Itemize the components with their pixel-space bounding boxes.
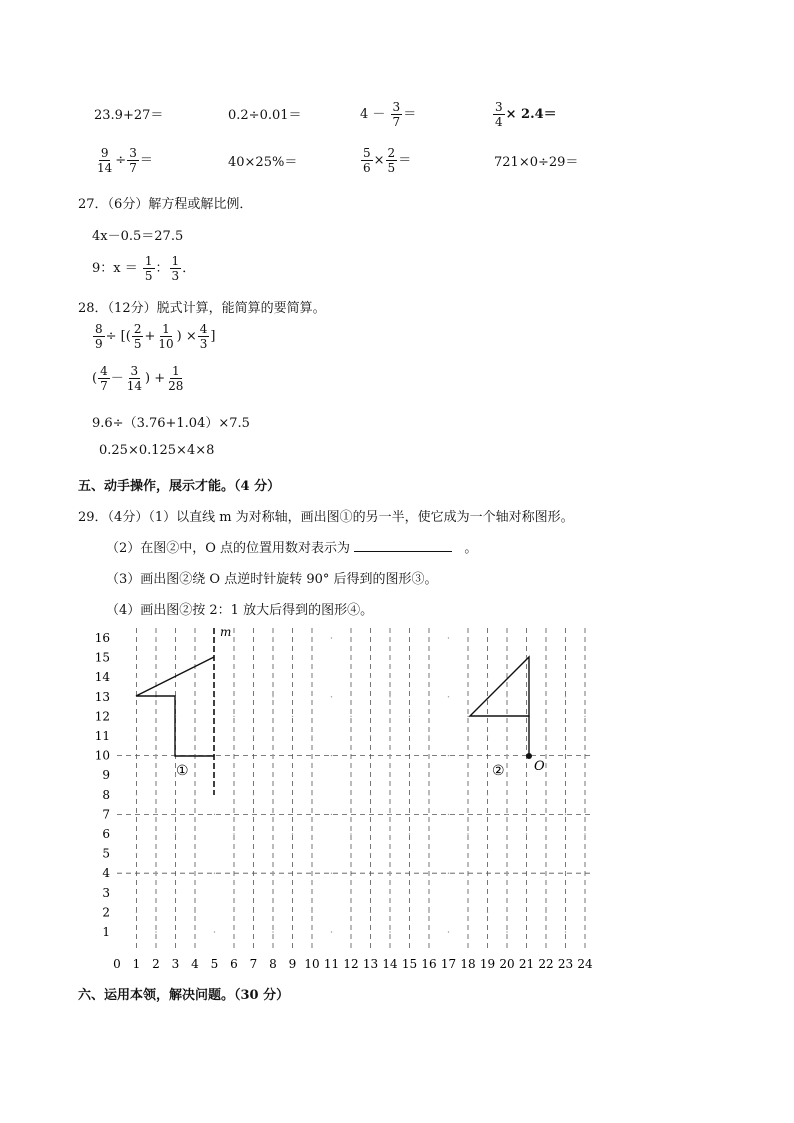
grid-dot	[155, 637, 156, 638]
grid-dot	[487, 912, 488, 913]
grid-dot	[136, 794, 137, 795]
q27-eq2: 9：x ＝ $\frac{1}{5}$ ： $\frac{1}{3}$ ．	[92, 254, 196, 283]
grid-dot	[194, 912, 195, 913]
grid-dot	[428, 912, 429, 913]
grid-dot	[272, 931, 273, 932]
figure-1-label: ①	[176, 763, 189, 779]
grid-dot	[389, 637, 390, 638]
calc-r1c1: 23.9+27＝	[94, 108, 164, 123]
y-tick-label: 7	[102, 807, 110, 822]
grid-dot	[331, 814, 332, 815]
grid-dot	[253, 735, 254, 736]
grid-dot	[448, 755, 449, 756]
grid-dot	[526, 892, 527, 893]
grid-dot	[272, 637, 273, 638]
grid-dot	[175, 657, 176, 658]
y-tick-label: 1	[102, 925, 110, 939]
grid-dot	[467, 716, 468, 717]
grid-dot	[253, 677, 254, 678]
grid-dot	[506, 814, 507, 815]
grid-dot	[448, 637, 449, 638]
axis-label-m: m	[220, 625, 232, 639]
grid-dot	[370, 912, 371, 913]
grid-dot	[467, 775, 468, 776]
q27-eq1: 4x－0.5＝27.5	[92, 229, 184, 244]
grid-dot	[409, 833, 410, 834]
grid-dot	[448, 696, 449, 697]
q29-line1: 29．（4分）（1）以直线 m 为对称轴，画出图①的另一半，使它成为一个轴对称图形。	[78, 510, 574, 525]
x-tick-label: 12	[343, 957, 359, 971]
coordinate-grid	[80, 620, 620, 972]
calc-r1c4: $\frac{3}{4}$ × 2.4＝	[495, 100, 557, 129]
point-O-label: O	[534, 759, 545, 774]
grid-dot	[233, 892, 234, 893]
grid-dot	[233, 833, 234, 834]
y-tick-label: 8	[102, 787, 110, 802]
grid-dot	[487, 794, 488, 795]
grid-dot	[292, 892, 293, 893]
grid-dot	[155, 873, 156, 874]
grid-dot	[389, 814, 390, 815]
x-tick-label: 1	[132, 957, 141, 971]
grid-dot	[214, 873, 215, 874]
y-tick-label: 2	[102, 905, 110, 920]
x-tick-label: 6	[230, 957, 238, 971]
grid-dot	[409, 775, 410, 776]
figure-2-label: ②	[492, 763, 505, 779]
grid-dot	[311, 853, 312, 854]
grid-dot	[370, 794, 371, 795]
grid-dot	[136, 912, 137, 913]
answer-blank[interactable]	[354, 539, 452, 552]
x-tick-label: 11	[323, 957, 340, 971]
q29-line3: （3）画出图②绕 O 点逆时针旋转 90° 后得到的图形③。	[106, 572, 438, 587]
grid-dot	[292, 833, 293, 834]
grid-dot	[584, 833, 585, 834]
y-tick-label: 5	[102, 846, 110, 861]
q28-e2: ( $\frac{4}{7}$ － $\frac{3}{14}$ ) + $\frac{1}{28}$	[92, 364, 184, 393]
x-tick-label: 2	[152, 957, 160, 971]
grid-dot	[448, 873, 449, 874]
x-tick-label: 14	[382, 957, 398, 971]
x-tick-label: 9	[288, 957, 297, 971]
y-tick-label: 11	[94, 729, 110, 743]
grid-dot	[506, 873, 507, 874]
grid-dot	[272, 814, 273, 815]
grid-dot	[428, 735, 429, 736]
x-tick-label: 24	[577, 957, 593, 971]
grid-dot	[526, 833, 527, 834]
grid-dot	[331, 873, 332, 874]
grid-dot	[370, 677, 371, 678]
grid-dot	[389, 755, 390, 756]
grid-dot	[389, 931, 390, 932]
grid-dot	[194, 735, 195, 736]
grid-dot	[506, 931, 507, 932]
grid-dot	[370, 853, 371, 854]
grid-dot	[155, 755, 156, 756]
grid-dot	[565, 873, 566, 874]
y-tick-label: 6	[102, 827, 110, 841]
grid-dot	[545, 853, 546, 854]
y-tick-label: 9	[102, 768, 110, 783]
grid-dot	[467, 657, 468, 658]
q27-title: 27．（6分）解方程或解比例．	[78, 197, 253, 212]
x-tick-label: 3	[171, 957, 180, 971]
grid-dot	[233, 657, 234, 658]
grid-dot	[565, 931, 566, 932]
grid-dot	[565, 755, 566, 756]
x-tick-label: 20	[499, 957, 515, 971]
x-tick-label: 8	[269, 957, 277, 971]
x-tick-label: 22	[538, 957, 554, 971]
grid-dot	[214, 814, 215, 815]
grid-dot	[545, 677, 546, 678]
grid-dot	[175, 833, 176, 834]
grid-dot	[214, 931, 215, 932]
grid-dot	[194, 677, 195, 678]
x-tick-label: 0	[113, 957, 121, 971]
grid-dot	[565, 814, 566, 815]
grid-dot	[584, 892, 585, 893]
y-tick-label: 12	[94, 709, 110, 724]
grid-dot	[350, 892, 351, 893]
grid-dot	[428, 794, 429, 795]
grid-dot	[487, 677, 488, 678]
grid-dot	[526, 775, 527, 776]
figure-1	[136, 657, 214, 756]
q28-e1: $\frac{8}{9}$ ÷ [( $\frac{2}{5}$ + $\frac{1}{10}$ ) × $\frac{4}{3}$ ]	[95, 322, 216, 351]
q28-title: 28．（12分）脱式计算，能简算的要简算。	[78, 301, 326, 316]
x-tick-label: 15	[401, 957, 418, 971]
grid-dot	[467, 892, 468, 893]
x-tick-label: 13	[362, 957, 379, 971]
point-O	[526, 753, 532, 759]
grid-dot	[409, 892, 410, 893]
x-tick-label: 4	[191, 957, 199, 971]
grid-dot	[194, 794, 195, 795]
grid-dot	[487, 853, 488, 854]
y-tick-label: 15	[94, 650, 110, 665]
grid-dot	[448, 931, 449, 932]
grid-dot	[487, 735, 488, 736]
calc-r2c2: 40×25%＝	[228, 155, 298, 170]
grid-dot	[253, 912, 254, 913]
grid-dot	[545, 794, 546, 795]
grid-dot	[136, 735, 137, 736]
grid-dot	[331, 755, 332, 756]
grid-dot	[292, 657, 293, 658]
grid-dot	[584, 716, 585, 717]
grid-dot	[350, 716, 351, 717]
figure-2	[470, 657, 529, 716]
grid-dot	[331, 696, 332, 697]
grid-dot	[253, 853, 254, 854]
grid-dot	[194, 853, 195, 854]
x-tick-label: 19	[479, 957, 496, 971]
grid-dot	[272, 873, 273, 874]
grid-dot	[136, 853, 137, 854]
grid-dot	[233, 775, 234, 776]
grid-dot	[155, 931, 156, 932]
grid-dot	[292, 716, 293, 717]
x-tick-label: 7	[249, 957, 258, 971]
grid-dot	[331, 931, 332, 932]
y-tick-label: 16	[94, 631, 110, 645]
grid-svg	[80, 620, 620, 972]
x-tick-label: 18	[460, 957, 476, 971]
grid-dot	[506, 696, 507, 697]
grid-dot	[545, 912, 546, 913]
grid-dot	[350, 657, 351, 658]
q29-line2: （2）在图②中，O 点的位置用数对表示为 。	[106, 541, 478, 556]
x-tick-label: 17	[440, 957, 457, 971]
grid-dot	[565, 696, 566, 697]
grid-dot	[506, 637, 507, 638]
q28-e4: 0.25×0.125×4×8	[99, 443, 215, 458]
grid-dot	[545, 735, 546, 736]
y-tick-label: 4	[102, 866, 110, 881]
grid-dot	[311, 912, 312, 913]
calc-r1c3: 4 － $\frac{3}{7}$ ＝	[360, 100, 417, 129]
x-tick-label: 23	[557, 957, 574, 971]
grid-dot	[253, 794, 254, 795]
grid-dot	[584, 775, 585, 776]
q29-line4: （4）画出图②按 2：1 放大后得到的图形④。	[106, 603, 374, 618]
grid-dot	[409, 716, 410, 717]
section-5-title: 五、动手操作，展示才能。（4 分）	[78, 479, 281, 494]
grid-dot	[565, 637, 566, 638]
grid-dot	[409, 657, 410, 658]
grid-dot	[311, 794, 312, 795]
y-tick-label: 3	[102, 885, 110, 900]
grid-dot	[389, 873, 390, 874]
y-tick-label: 14	[94, 670, 110, 685]
grid-dot	[233, 716, 234, 717]
grid-dot	[584, 657, 585, 658]
grid-dot	[370, 735, 371, 736]
grid-dot	[389, 696, 390, 697]
x-tick-label: 21	[518, 957, 535, 971]
calc-r2c1: $\frac{9}{14}$ ÷ $\frac{3}{7}$ ＝	[97, 146, 153, 175]
grid-dot	[350, 833, 351, 834]
grid-dot	[311, 735, 312, 736]
x-tick-label: 5	[210, 957, 219, 971]
grid-dot	[136, 677, 137, 678]
grid-dot	[428, 853, 429, 854]
x-tick-label: 10	[304, 957, 320, 971]
y-tick-label: 10	[94, 748, 110, 763]
grid-dot	[428, 677, 429, 678]
grid-dot	[272, 696, 273, 697]
grid-dot	[272, 755, 273, 756]
x-tick-label: 16	[421, 957, 437, 971]
q28-e3: 9.6÷（3.76+1.04）×7.5	[92, 416, 250, 431]
grid-dot	[350, 775, 351, 776]
calc-r2c4: 721×0÷29＝	[494, 155, 579, 170]
grid-dot	[311, 677, 312, 678]
calc-r2c3: $\frac{5}{6}$ × $\frac{2}{5}$ ＝	[363, 146, 412, 175]
section-6-title: 六、运用本领，解决问题。（30 分）	[78, 988, 290, 1003]
grid-dot	[467, 833, 468, 834]
grid-dot	[506, 755, 507, 756]
grid-dot	[175, 892, 176, 893]
y-tick-label: 13	[94, 689, 110, 704]
grid-dot	[155, 814, 156, 815]
grid-dot	[331, 637, 332, 638]
grid-dot	[448, 814, 449, 815]
calc-r1c2: 0.2÷0.01＝	[228, 108, 302, 123]
grid-dot	[292, 775, 293, 776]
